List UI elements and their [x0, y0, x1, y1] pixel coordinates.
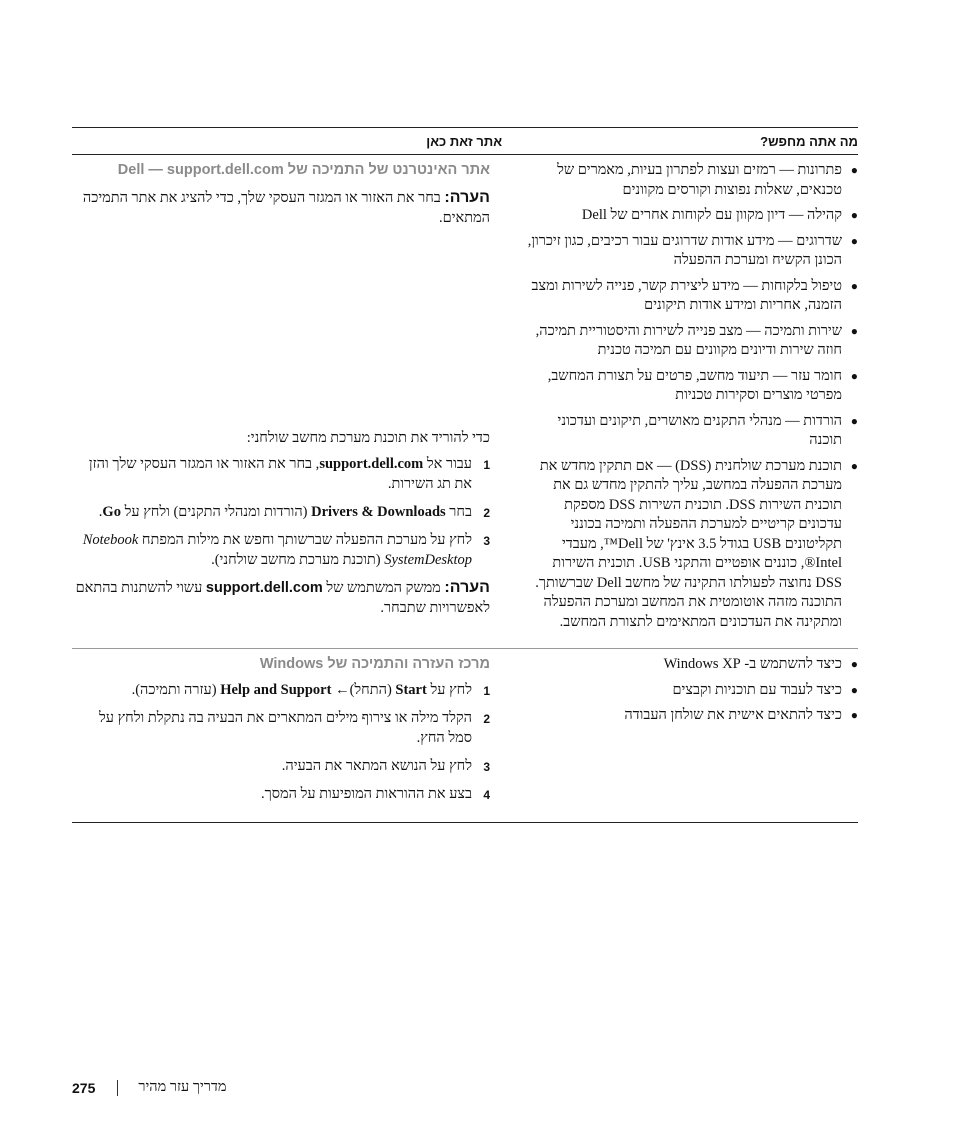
support-site-title: אתר האינטרנט של התמיכה של Dell — support.dell.com: [117, 162, 490, 178]
where-column: [72, 155, 518, 648]
steps-list: [72, 454, 490, 570]
guide-title: מדריך עזר מהיר: [138, 1079, 227, 1095]
step-item: 1 עבור אל support.dell.com, בחר את האזור או המגזר העסקי שלך והזן את תג השירות.: [88, 456, 490, 492]
bullet-icon: ●: [850, 682, 858, 697]
bullet-list: [526, 655, 858, 726]
page-footer: [72, 1079, 226, 1096]
bullet-icon: ●: [850, 278, 858, 293]
bullet-icon: ●: [850, 458, 858, 473]
bullet-list: [526, 161, 858, 632]
note: הערה: בחר את האזור או המגזר העסקי שלך, כדי להציג את אתר התמיכה המתאים.: [82, 189, 490, 226]
where-column: [72, 649, 518, 822]
step-item: 3 לחץ על הנושא המתאר את הבעיה.: [281, 758, 490, 774]
list-item: ● טיפול בלקוחות — מידע ליצירת קשר, פנייה לשירות ומצב הזמנה, אחריות ומידע אודות תיקונים: [531, 277, 858, 313]
bullet-icon: ●: [850, 323, 858, 338]
header-what: מה אתה מחפש?: [760, 133, 858, 149]
header-where: אתר זאת כאן: [426, 133, 503, 149]
step-item: 1 לחץ על Start (התחל)← Help and Support (עזרה ותמיכה).: [131, 682, 490, 698]
list-item: ● הורדות — מנהלי התקנים מאושרים, תיקונים ועדכוני תוכנה: [557, 412, 858, 448]
bullet-icon: ●: [850, 208, 858, 222]
list-item-dss: ● תוכנת מערכת שולחנית (DSS) — אם תתקין מחדש את מערכת ההפעלה במחשב, עליך להתקין מחדש גם את תוכנית השירות DSS. תוכנית השירות DSS מספקת עדכונים קריטיים למערכת ההפעלה ותמיכה בכונני תקליטונים USB בגודל 3.5 אינץ' של Dell™, מעבדי Intel®, כוננים אופטיים והתקני USB. תוכנית השירות DSS נחוצה לפעולתו התקינה של מחשב Dell שברשותך. התוכנה מזהה אוטומטית את המחשב ומערכת ההפעלה ומתקינה את העדכונים המתאימים לתצורת המחשב.: [535, 457, 858, 630]
list-item: ● שירות ותמיכה — מצב פנייה לשירות והיסטוריית תמיכה, חוזה שירות ודיונים מקוונים עם תמיכה טכנית: [535, 322, 858, 358]
download-intro: כדי להוריד את תוכנת מערכת מחשב שולחני:: [246, 430, 490, 446]
table-row: [72, 649, 858, 823]
what-column: [518, 649, 858, 822]
step-item: 4 בצע את ההוראות המופיעות על המסך.: [261, 786, 490, 802]
bullet-icon: ●: [850, 657, 858, 671]
bullet-icon: ●: [850, 163, 858, 177]
what-column: [518, 155, 858, 648]
help-center-title: מרכז העזרה והתמיכה של Windows: [259, 656, 490, 672]
list-item: ● חומר עזר — תיעוד מחשב, פרטים על תצורת המחשב, מפרטי מוצרים וסקירות טכניות: [547, 367, 858, 403]
step-item: 3 לחץ על מערכת ההפעלה שברשותך וחפש את מילות המפתח Notebook SystemDesktop (תוכנת מערכת מחשב שולחני).: [82, 532, 490, 568]
note: הערה: ממשק המשתמש של support.dell.com עשוי להשתנות בהתאם לאפשרויות שתבחר.: [75, 579, 490, 616]
list-item: ● קהילה — דיון מקוון עם לקוחות אחרים של Dell: [526, 206, 858, 226]
list-item: ● כיצד לעבוד עם תוכניות וקבצים: [526, 681, 858, 701]
table-header: [72, 127, 858, 155]
step-item: 2 בחר Drivers & Downloads (הורדות ומנהלי התקנים) ולחץ על Go.: [98, 504, 490, 520]
footer-divider: [117, 1080, 118, 1096]
bullet-icon: ●: [850, 233, 858, 248]
bullet-icon: ●: [850, 413, 858, 428]
list-item: ● שדרוגים — מידע אודות שדרוגים עבור רכיבים, כגון זיכרון, הכונן הקשיח ומערכת ההפעלה: [527, 232, 858, 268]
list-item: ● כיצד להתאים אישית את שולחן העבודה: [526, 706, 858, 726]
bullet-icon: ●: [850, 368, 858, 383]
list-item: ● פתרונות — רמזים ועצות לפתרון בעיות, מאמרים של טכנאים, שאלות נפוצות וקורסים מקוונים: [557, 162, 858, 198]
steps-list: [72, 680, 490, 804]
info-table: [72, 127, 858, 823]
list-item: ● כיצד להשתמש ב- Windows XP: [526, 655, 858, 675]
step-item: 2 הקלד מילה או צירוף מילים המתארים את הבעיה בה נתקלת ולחץ על סמל החץ.: [99, 710, 490, 746]
bullet-icon: ●: [850, 708, 858, 722]
page-number: 275: [72, 1079, 96, 1096]
table-row: [72, 155, 858, 649]
